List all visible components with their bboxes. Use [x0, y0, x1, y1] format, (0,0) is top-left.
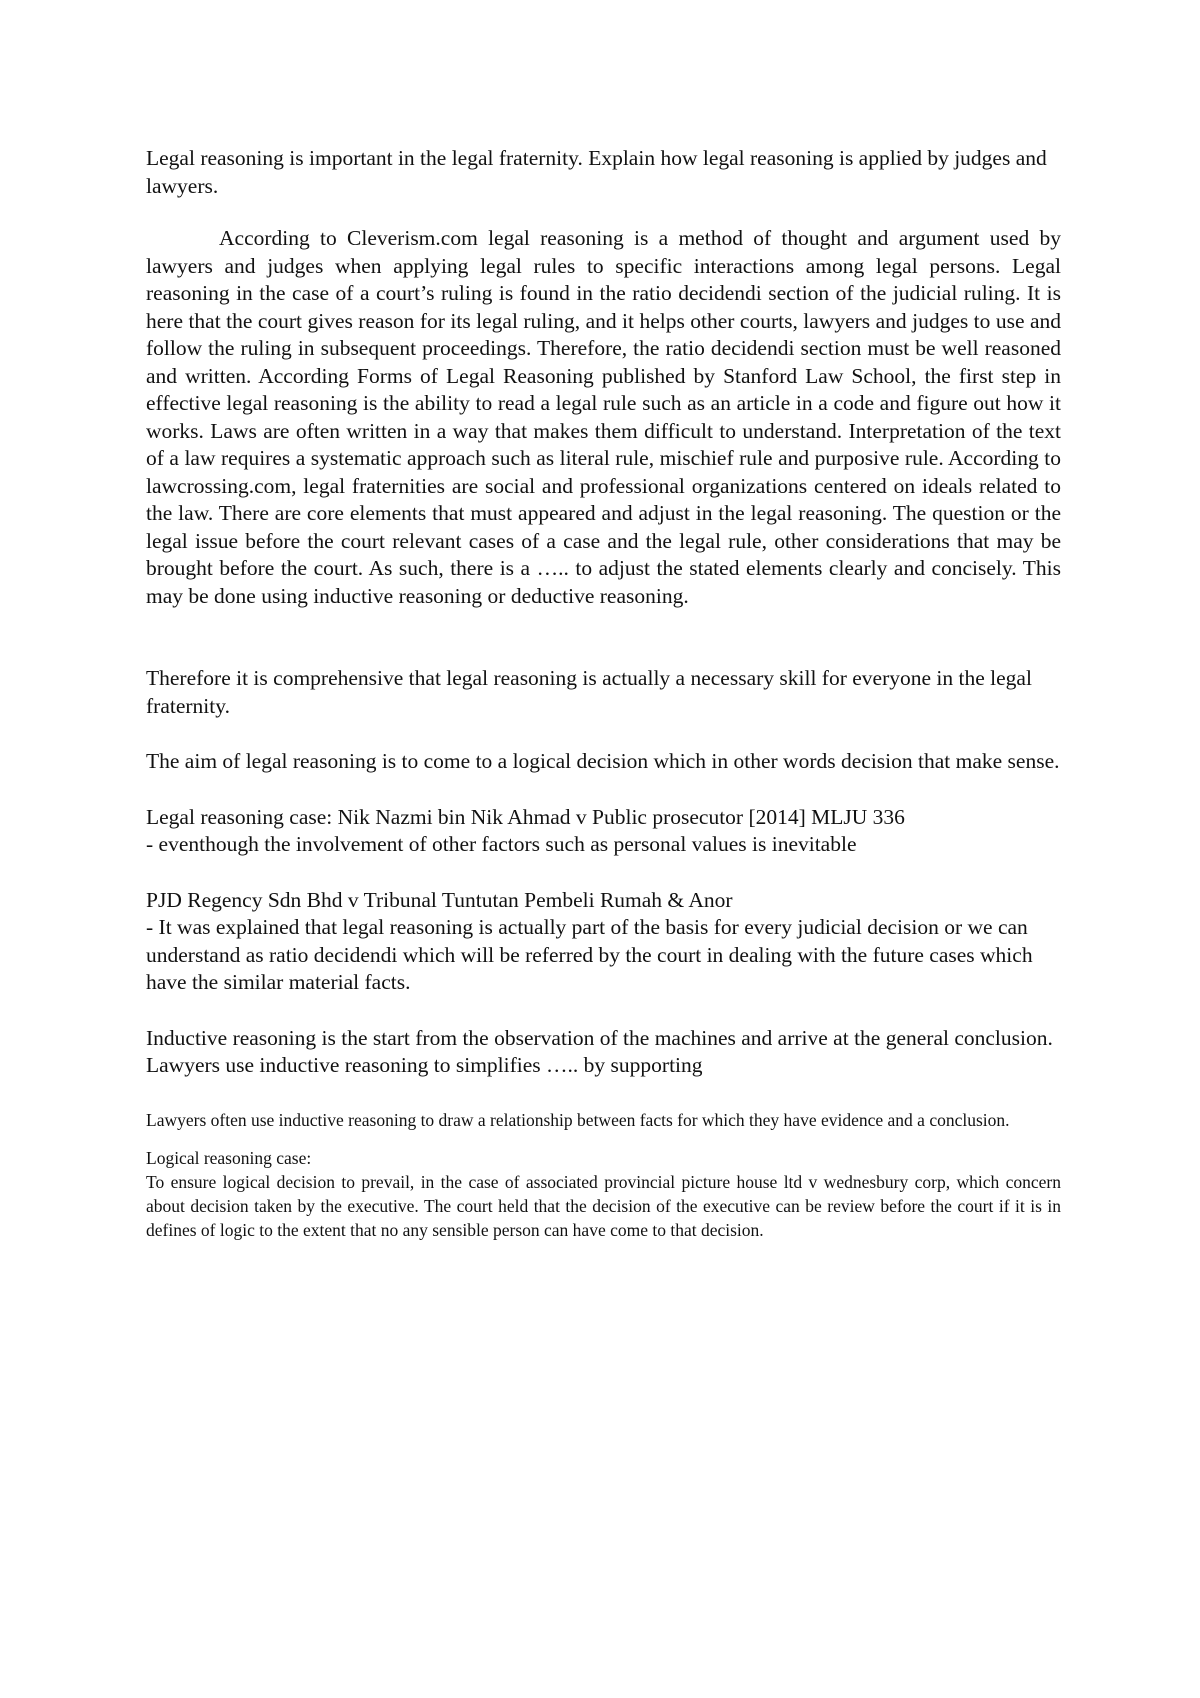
- inductive-paragraph: Inductive reasoning is the start from the observation of the machines and arrive at the general conclusion. Lawyers use inductive reasoning to simplifies ….. by supporting: [146, 1025, 1053, 1077]
- conclusion-paragraph: Therefore it is comprehensive that legal reasoning is actually a necessary skill for everyone in the legal fraternity.: [146, 666, 1032, 718]
- logical-reasoning-case: [146, 1146, 1061, 1242]
- case-pjd-regency-title: PJD Regency Sdn Bhd v Tribunal Tuntutan Pembeli Rumah & Anor: [146, 887, 733, 912]
- logical-case-heading: Logical reasoning case:: [146, 1147, 312, 1168]
- case-pjd-regency-note: - It was explained that legal reasoning is actually part of the basis for every judicial decision or we can understand as ratio decidendi which will be referred by the court in dealing with the future cases which have the similar material facts.: [146, 915, 1033, 994]
- case-nik-nazmi-note: - eventhough the involvement of other factors such as personal values is inevitable: [146, 832, 857, 856]
- question-text: Legal reasoning is important in the legal fraternity. Explain how legal reasoning is applied by judges and lawyers.: [146, 146, 1047, 198]
- case-pjd-regency: [146, 887, 1061, 997]
- case-nik-nazmi-title: Legal reasoning case: Nik Nazmi bin Nik Ahmad v Public prosecutor [2014] MLJU 336: [146, 804, 905, 829]
- body-paragraph: According to Cleverism.com legal reasoning is a method of thought and argument used by lawyers and judges when applying legal rules to specific interactions among legal persons. Legal reasoning in the case of a court’s ruling is found in the ratio decidendi section of the judicial ruling. It is here that the court gives reason for its legal ruling, and it helps other courts, lawyers and judges to use and follow the ruling in subsequent proceedings. Therefore, the ratio decidendi section must be well reasoned and written. According Forms of Legal Reasoning published by Stanford Law School, the first step in effective legal reasoning is the ability to read a legal rule such as an article in a code and figure out how it works. Laws are often written in a way that makes them difficult to understand. Interpretation of the text of a law requires a systematic approach such as literal rule, mischief rule and purposive rule. According to lawcrossing.com, legal fraternities are social and professional organizations centered on ideals related to the law. There are core elements that must appeared and adjust in the legal reasoning. The question or the legal issue before the court relevant cases of a case and the legal rule, other considerations that may be brought before the court. As such, there is a ….. to adjust the stated elements clearly and concisely. This may be done using inductive reasoning or deductive reasoning.: [146, 226, 1061, 608]
- aim-paragraph: The aim of legal reasoning is to come to a logical decision which in other words decision that make sense.: [146, 749, 1060, 773]
- document-content: [146, 145, 1061, 1242]
- case-nik-nazmi: [146, 804, 1061, 859]
- lawyers-inductive-paragraph: Lawyers often use inductive reasoning to draw a relationship between facts for which they have evidence and a conclusion.: [146, 1109, 1010, 1130]
- logical-case-text: To ensure logical decision to prevail, in the case of associated provincial picture house ltd v wednesbury corp, which concern about decision taken by the executive. The court held that the decision of the executive can be review before the court if it is in defines of logic to the extent that no any sensible person can have come to that decision.: [146, 1171, 1061, 1240]
